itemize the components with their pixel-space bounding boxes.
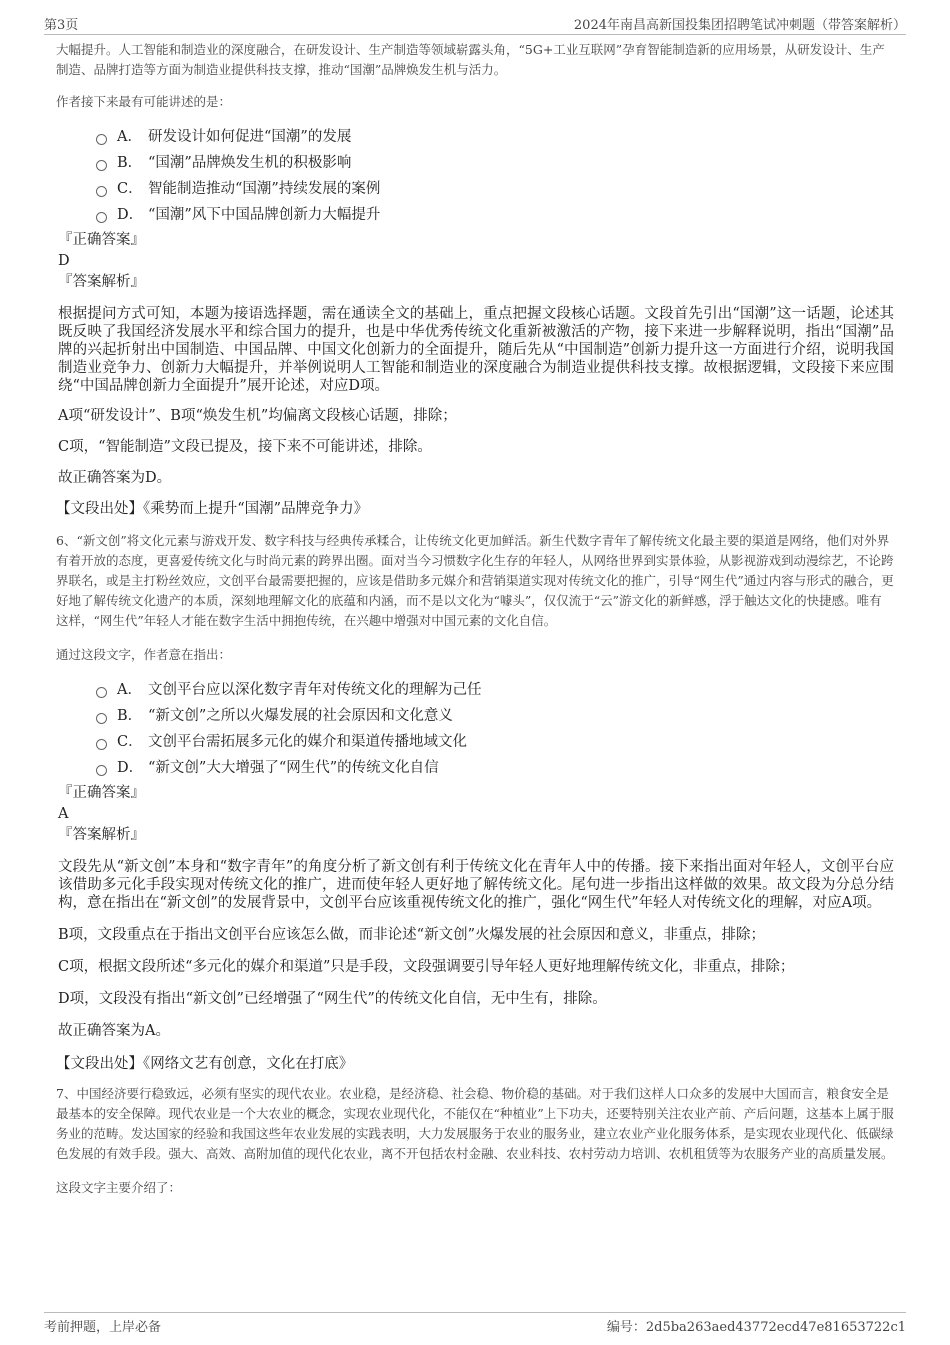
radio-icon[interactable] (96, 713, 107, 724)
q6-analysis-paragraph: 故正确答案为A。 (58, 1023, 170, 1039)
radio-icon[interactable] (96, 160, 107, 171)
q6-analysis-label: 『答案解析』 (58, 827, 145, 843)
q5-analysis-label: 『答案解析』 (58, 274, 145, 290)
q6-prompt: 通过这段文字，作者意在指出： (56, 647, 232, 662)
option-letter: C． (117, 734, 143, 750)
option-text: “国潮”品牌焕发生机的积极影响 (148, 155, 352, 171)
page-number: 第3页 (44, 18, 79, 33)
q6-answer-label: 『正确答案』 (58, 785, 145, 801)
q5-options (96, 124, 894, 228)
q5-option-d[interactable] (96, 202, 894, 228)
q6-answer: A (58, 806, 69, 822)
option-letter: A． (117, 682, 142, 698)
q5-analysis-paragraph: A项“研发设计”、B项“焕发生机”均偏离文段核心话题，排除； (58, 408, 457, 424)
option-text: “新文创”大大增强了“网生代”的传统文化自信 (148, 760, 439, 776)
q6-analysis-paragraph: B项，文段重点在于指出文创平台应该怎么做，而非论述“新文创”火爆发展的社会原因和意义，非重点，排除； (58, 927, 765, 943)
q5-option-a[interactable] (96, 124, 894, 150)
q6-analysis-paragraph: C项，根据文段所述“多元化的媒介和渠道”只是手段，文段强调要引导年轻人更好地理解传统文化，非重点，排除； (58, 959, 795, 975)
option-text: “国潮”风下中国品牌创新力大幅提升 (148, 207, 381, 223)
q5-answer: D (58, 253, 70, 269)
q6-option-d[interactable] (96, 755, 894, 781)
q5-answer-label: 『正确答案』 (58, 232, 145, 248)
q6-analysis-paragraph: 文段先从“新文创”本身和“数字青年”的角度分析了新文创有利于传统文化在青年人中的传播。接下来指出面对年轻人，文创平台应该借助多元化手段实现对传统文化的推广，进而使年轻人更好地了解传统文化。尾句进一步指出这样做的效果。故文段为分总分结构，意在指出在“新文创”的发展背景中，文创平台应该重视传统文化的推广，强化“网生代”年轻人对传统文化的理解，对应A项。 (58, 859, 894, 911)
q5-analysis-paragraph: C项，“智能制造”文段已提及，接下来不可能讲述，排除。 (58, 439, 432, 455)
option-letter: D． (117, 207, 144, 223)
q7-stem: 7、中国经济要行稳致远，必须有坚实的现代农业。农业稳，是经济稳、社会稳、物价稳的基础。对于我们这样人口众多的发展中大国而言，粮食安全是最基本的安全保障。现代农业是一个大农业的概念，实现农业现代化，不能仅在“种植业”上下功夫，还要特别关注农业产前、产后问题，这基本上属于服务业的范畴。发达国家的经验和我国这些年农业发展的实践表明，大力发展服务于农业的服务业，建立农业产业化服务体系，是实现农业现代化、低碳绿色发展的有效手段。强大、高效、高附加值的现代化农业，离不开包括农村金融、农业科技、农村劳动力培训、农机租赁等为农服务产业的高质量发展。 (56, 1086, 894, 1161)
page-header (44, 14, 906, 35)
q5-stem: 大幅提升。人工智能和制造业的深度融合，在研发设计、生产制造等领域崭露头角，“5G+工业互联网”孕育智能制造新的应用场景，从研发设计、生产制造、品牌打造等方面为制造业提供科技支撑，推动“国潮”品牌焕发生机与活力。 (56, 42, 885, 77)
footer-slogan: 考前押题，上岸必备 (44, 1320, 162, 1335)
option-letter: B． (117, 708, 143, 724)
radio-icon[interactable] (96, 687, 107, 698)
q7-prompt: 这段文字主要介绍了： (56, 1180, 182, 1195)
q6-stem: 6、“新文创”将文化元素与游戏开发、数字科技与经典传承糅合，让传统文化更加鲜活。新生代数字青年了解传统文化最主要的渠道是网络，他们对外界有着开放的态度，更喜爱传统文化与时尚元素的跨界出圈。面对当今习惯数字化生存的年轻人，从网络世界到实景体验，从影视游戏到动漫综艺，不论跨界联名，或是主打粉丝效应，文创平台最需要把握的，应该是借助多元媒介和营销渠道实现对传统文化的推广，引导“网生代”通过内容与形式的融合，更好地了解传统文化遗产的本质，深刻地理解文化的底蕴和内涵，而不是以文化为“噱头”，仅仅流于“云”游文化的新鲜感，浮于触达文化的快捷感。唯有这样，“网生代”年轻人才能在数字生活中拥抱传统，在兴趣中增强对中国元素的文化自信。 (56, 533, 894, 628)
q5-option-c[interactable] (96, 176, 894, 202)
document-id: 编号：2d5ba263aed43772ecd47e81653722c1 (606, 1320, 906, 1335)
option-letter: C． (117, 181, 143, 197)
radio-icon[interactable] (96, 186, 107, 197)
q6-option-b[interactable] (96, 703, 894, 729)
q5-analysis-paragraph: 故正确答案为D。 (58, 470, 172, 486)
radio-icon[interactable] (96, 739, 107, 750)
q6-source: 【文段出处】《网络文艺有创意，文化在打底》 (56, 1056, 354, 1072)
option-text: 文创平台需拓展多元化的媒介和渠道传播地域文化 (148, 734, 467, 750)
q5-source: 【文段出处】《乘势而上提升“国潮”品牌竞争力》 (56, 501, 369, 517)
option-text: 智能制造推动“国潮”持续发展的案例 (148, 181, 381, 197)
q5-prompt: 作者接下来最有可能讲述的是： (56, 94, 232, 109)
q5-option-b[interactable] (96, 150, 894, 176)
option-text: 文创平台应以深化数字青年对传统文化的理解为己任 (148, 682, 482, 698)
q6-option-c[interactable] (96, 729, 894, 755)
page-content (56, 40, 894, 1198)
option-text: “新文创”之所以火爆发展的社会原因和文化意义 (148, 708, 453, 724)
q6-options (96, 677, 894, 781)
option-text: 研发设计如何促进“国潮”的发展 (148, 129, 352, 145)
q5-analysis-paragraph: 根据提问方式可知，本题为接语选择题，需在通读全文的基础上，重点把握文段核心话题。文段首先引出“国潮”这一话题，论述其既反映了我国经济发展水平和综合国力的提升，也是中华优秀传统文化重新被激活的产物，接下来进一步解释说明，指出“国潮”品牌的兴起折射出中国制造、中国品牌、中国文化创新力的全面提升，随后先从“中国制造”创新力提升这一方面进行介绍，说明我国制造业竞争力、创新力大幅提升，并举例说明人工智能和制造业的深度融合为制造业提供科技支撑。故根据逻辑，文段接下来应围绕“中国品牌创新力全面提升”展开论述，对应D项。 (58, 306, 894, 394)
option-letter: D． (117, 760, 144, 776)
option-letter: B． (117, 155, 143, 171)
page-footer (44, 1312, 906, 1335)
radio-icon[interactable] (96, 212, 107, 223)
radio-icon[interactable] (96, 134, 107, 145)
q6-option-a[interactable] (96, 677, 894, 703)
option-letter: A． (117, 129, 142, 145)
document-title: 2024年南昌高新国投集团招聘笔试冲刺题（带答案解析） (573, 18, 906, 33)
radio-icon[interactable] (96, 765, 107, 776)
q6-analysis-paragraph: D项，文段没有指出“新文创”已经增强了“网生代”的传统文化自信，无中生有，排除。 (58, 991, 607, 1007)
